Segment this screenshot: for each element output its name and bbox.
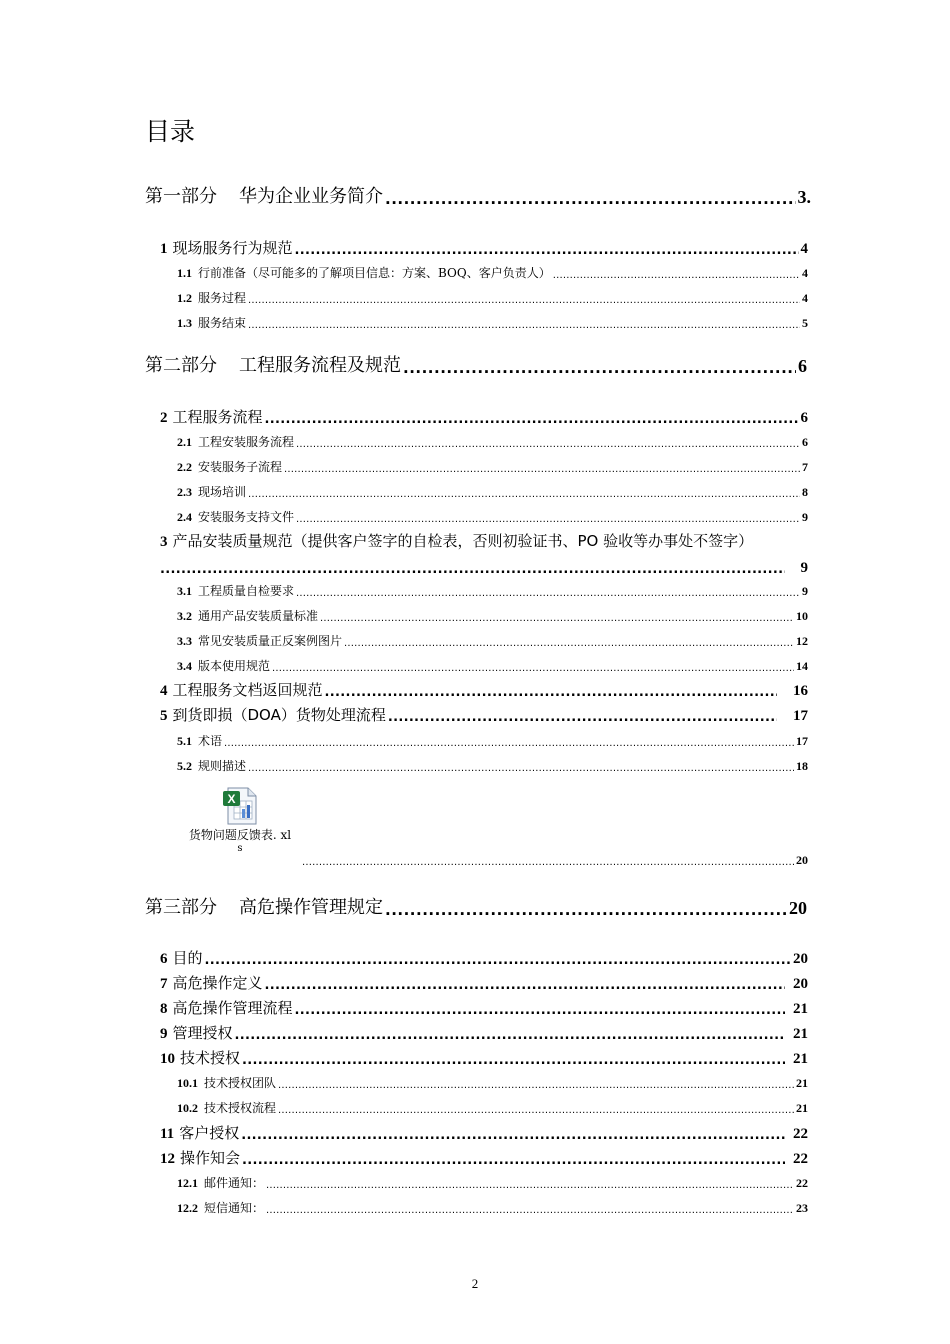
toc-entry-10-2[interactable]: 10.2 技术授权流程 ..... 21 xyxy=(177,1100,808,1116)
entry-text: 工程质量自检要求 xyxy=(198,584,295,598)
entry-text: 高危操作定义 xyxy=(172,974,263,992)
part-label: 第三部分 xyxy=(145,897,217,918)
toc-entry-2-4[interactable]: 2.4 安装服务支持文件 ..... 9 xyxy=(177,509,808,525)
embedded-attachment[interactable] xyxy=(178,787,302,855)
page-ref: 4 xyxy=(802,291,808,305)
entry-text: 行前准备（尽可能多的了解项目信息：方案、BOQ、客户负责人） xyxy=(198,266,551,280)
page-ref: 9 xyxy=(802,584,808,598)
entry-text: 产品安装质量规范（提供客户签字的自检表，否则初验证书、PO 验收等办事处不签字） xyxy=(172,532,754,550)
page-ref: 20 xyxy=(796,853,808,867)
entry-text: 到货即损（DOA）货物处理流程 xyxy=(172,706,386,724)
toc-entry-5-2[interactable]: 5.2 规则描述 ..... 18 xyxy=(177,758,808,774)
toc-entry-2[interactable]: 2 工程服务流程 ..... 6 xyxy=(160,407,808,427)
toc-entry-1-2[interactable]: 1.2 服务过程 ..... 4 xyxy=(177,290,808,306)
part-name: 高危操作管理规定 xyxy=(239,897,383,918)
entry-text: 通用产品安装质量标准 xyxy=(198,609,319,623)
page-ref: 21 xyxy=(793,1001,808,1017)
entry-text: 规则描述 xyxy=(198,759,247,773)
toc-entry-5-1[interactable]: 5.1 术语 ..... 17 xyxy=(177,733,808,749)
toc-entry-3-4[interactable]: 3.4 版本使用规范 ..... 14 xyxy=(177,658,808,674)
svg-text:X: X xyxy=(227,792,236,806)
entry-text: 安装服务子流程 xyxy=(198,460,283,474)
toc-entry-12-2[interactable]: 12.2 短信通知： ..... 23 xyxy=(177,1200,808,1216)
toc-entry-1-3[interactable]: 1.3 服务结束 ..... 5 xyxy=(177,315,808,331)
page-ref: 5 xyxy=(802,316,808,330)
toc-entry-12-1[interactable]: 12.1 邮件通知： ..... 22 xyxy=(177,1175,808,1191)
toc-entry-3-2[interactable]: 3.2 通用产品安装质量标准 ..... 10 xyxy=(177,608,808,624)
entry-text: 现场培训 xyxy=(198,485,247,499)
page-ref: 4 xyxy=(800,241,808,257)
toc-part-1[interactable] xyxy=(145,184,811,208)
entry-text: 邮件通知： xyxy=(204,1176,265,1190)
entry-text: 服务过程 xyxy=(198,291,247,305)
entry-text: 操作知会 xyxy=(180,1149,241,1167)
toc-entry-2-3[interactable]: 2.3 现场培训 ..... 8 xyxy=(177,484,808,500)
toc-entry-11[interactable]: 11 客户授权 ..... 22 xyxy=(160,1123,808,1143)
toc-entry-3[interactable]: 3 产品安装质量规范（提供客户签字的自检表，否则初验证书、PO 验收等办事处不签字） xyxy=(160,532,754,550)
page-ref: 7 xyxy=(802,460,808,474)
page-ref: 23 xyxy=(796,1201,808,1215)
page-ref: 21 xyxy=(796,1076,808,1090)
toc-entry-10[interactable]: 10 技术授权 ..... 21 xyxy=(160,1048,808,1068)
toc-entry-5[interactable]: 5 到货即损（DOA）货物处理流程 ..... 17 xyxy=(160,705,808,725)
page-ref: 20 xyxy=(793,976,808,992)
page-ref: 6 xyxy=(802,435,808,449)
page-ref: 6 xyxy=(800,410,808,426)
toc-entry-1[interactable]: 1 现场服务行为规范 ..... 4 xyxy=(160,238,808,258)
toc-entry-3-1[interactable]: 3.1 工程质量自检要求 ..... 9 xyxy=(177,583,808,599)
toc-entry-7[interactable]: 7 高危操作定义 ..... 20 xyxy=(160,973,808,993)
toc-part-2[interactable] xyxy=(145,353,807,377)
page-ref: 8 xyxy=(802,485,808,499)
entry-text: 现场服务行为规范 xyxy=(172,239,293,257)
page-ref: 18 xyxy=(796,759,808,773)
part-name: 工程服务流程及规范 xyxy=(239,355,401,376)
entry-text: 常见安装质量正反案例图片 xyxy=(198,634,343,648)
attachment-filename-ext: s xyxy=(237,843,243,854)
page-ref: 22 xyxy=(793,1126,808,1142)
entry-text: 工程服务流程 xyxy=(172,408,263,426)
part-label: 第二部分 xyxy=(145,355,217,376)
page-ref: 20 xyxy=(793,951,808,967)
toc-entry-2-1[interactable]: 2.1 工程安装服务流程 ..... 6 xyxy=(177,434,808,450)
page-ref: 21 xyxy=(793,1026,808,1042)
toc-entry-6[interactable]: 6 目的 ..... 20 xyxy=(160,948,808,968)
toc-entry-1-1[interactable]: 1.1 行前准备（尽可能多的了解项目信息：方案、BOQ、客户负责人） ..... 4 xyxy=(177,265,808,281)
page-ref: 17 xyxy=(793,708,808,724)
toc-entry-2-2[interactable]: 2.2 安装服务子流程 ..... 7 xyxy=(177,459,808,475)
entry-text: 工程服务文档返回规范 xyxy=(172,681,323,699)
page-number: 2 xyxy=(471,1276,479,1291)
page-title: 目录 xyxy=(145,117,196,146)
page-ref: 4 xyxy=(802,266,808,280)
toc-entry-9[interactable]: 9 管理授权 ..... 21 xyxy=(160,1023,808,1043)
page-ref: 9 xyxy=(800,560,808,576)
toc-entry-4[interactable]: 4 工程服务文档返回规范 ..... 16 xyxy=(160,680,808,700)
page-ref: 14 xyxy=(796,659,808,673)
toc-entry-8[interactable]: 8 高危操作管理流程 ..... 21 xyxy=(160,998,808,1018)
toc-entry-3-3[interactable]: 3.3 常见安装质量正反案例图片 ..... 12 xyxy=(177,633,808,649)
page-ref: 6 xyxy=(798,356,807,376)
page-ref: 10 xyxy=(796,609,808,623)
page-ref: 22 xyxy=(796,1176,808,1190)
toc-entry-attachment[interactable] xyxy=(302,852,808,868)
entry-text: 工程安装服务流程 xyxy=(198,435,295,449)
entry-text: 客户授权 xyxy=(179,1124,240,1142)
attachment-filename: 货物问题反馈表. xl xyxy=(188,828,292,842)
page-ref: 16 xyxy=(793,683,808,699)
toc-entry-3-leader[interactable] xyxy=(160,557,808,577)
entry-text: 服务结束 xyxy=(198,316,247,330)
entry-text: 管理授权 xyxy=(172,1024,233,1042)
page-ref: 17 xyxy=(796,734,808,748)
entry-text: 安装服务支持文件 xyxy=(198,510,295,524)
entry-text: 技术授权团队 xyxy=(204,1076,277,1090)
toc-entry-10-1[interactable]: 10.1 技术授权团队 ..... 21 xyxy=(177,1075,808,1091)
page-ref: 22 xyxy=(793,1151,808,1167)
page-ref: 21 xyxy=(793,1051,808,1067)
page-ref: 21 xyxy=(796,1101,808,1115)
entry-text: 技术授权流程 xyxy=(204,1101,277,1115)
page-ref: 12 xyxy=(796,634,808,648)
entry-text: 高危操作管理流程 xyxy=(172,999,293,1017)
page-ref: 9 xyxy=(802,510,808,524)
entry-text: 术语 xyxy=(198,734,223,748)
toc-part-3[interactable] xyxy=(145,895,807,919)
excel-file-icon[interactable] xyxy=(222,787,258,825)
part-label: 第一部分 xyxy=(145,186,217,207)
part-name: 华为企业业务简介 xyxy=(239,186,383,207)
entry-text: 短信通知： xyxy=(204,1201,265,1215)
page-ref: 20 xyxy=(789,898,807,918)
entry-text: 技术授权 xyxy=(180,1049,241,1067)
page-ref: 3. xyxy=(797,187,811,207)
entry-text: 目的 xyxy=(172,949,203,967)
entry-text: 版本使用规范 xyxy=(198,659,271,673)
toc-entry-12[interactable]: 12 操作知会 ..... 22 xyxy=(160,1148,808,1168)
